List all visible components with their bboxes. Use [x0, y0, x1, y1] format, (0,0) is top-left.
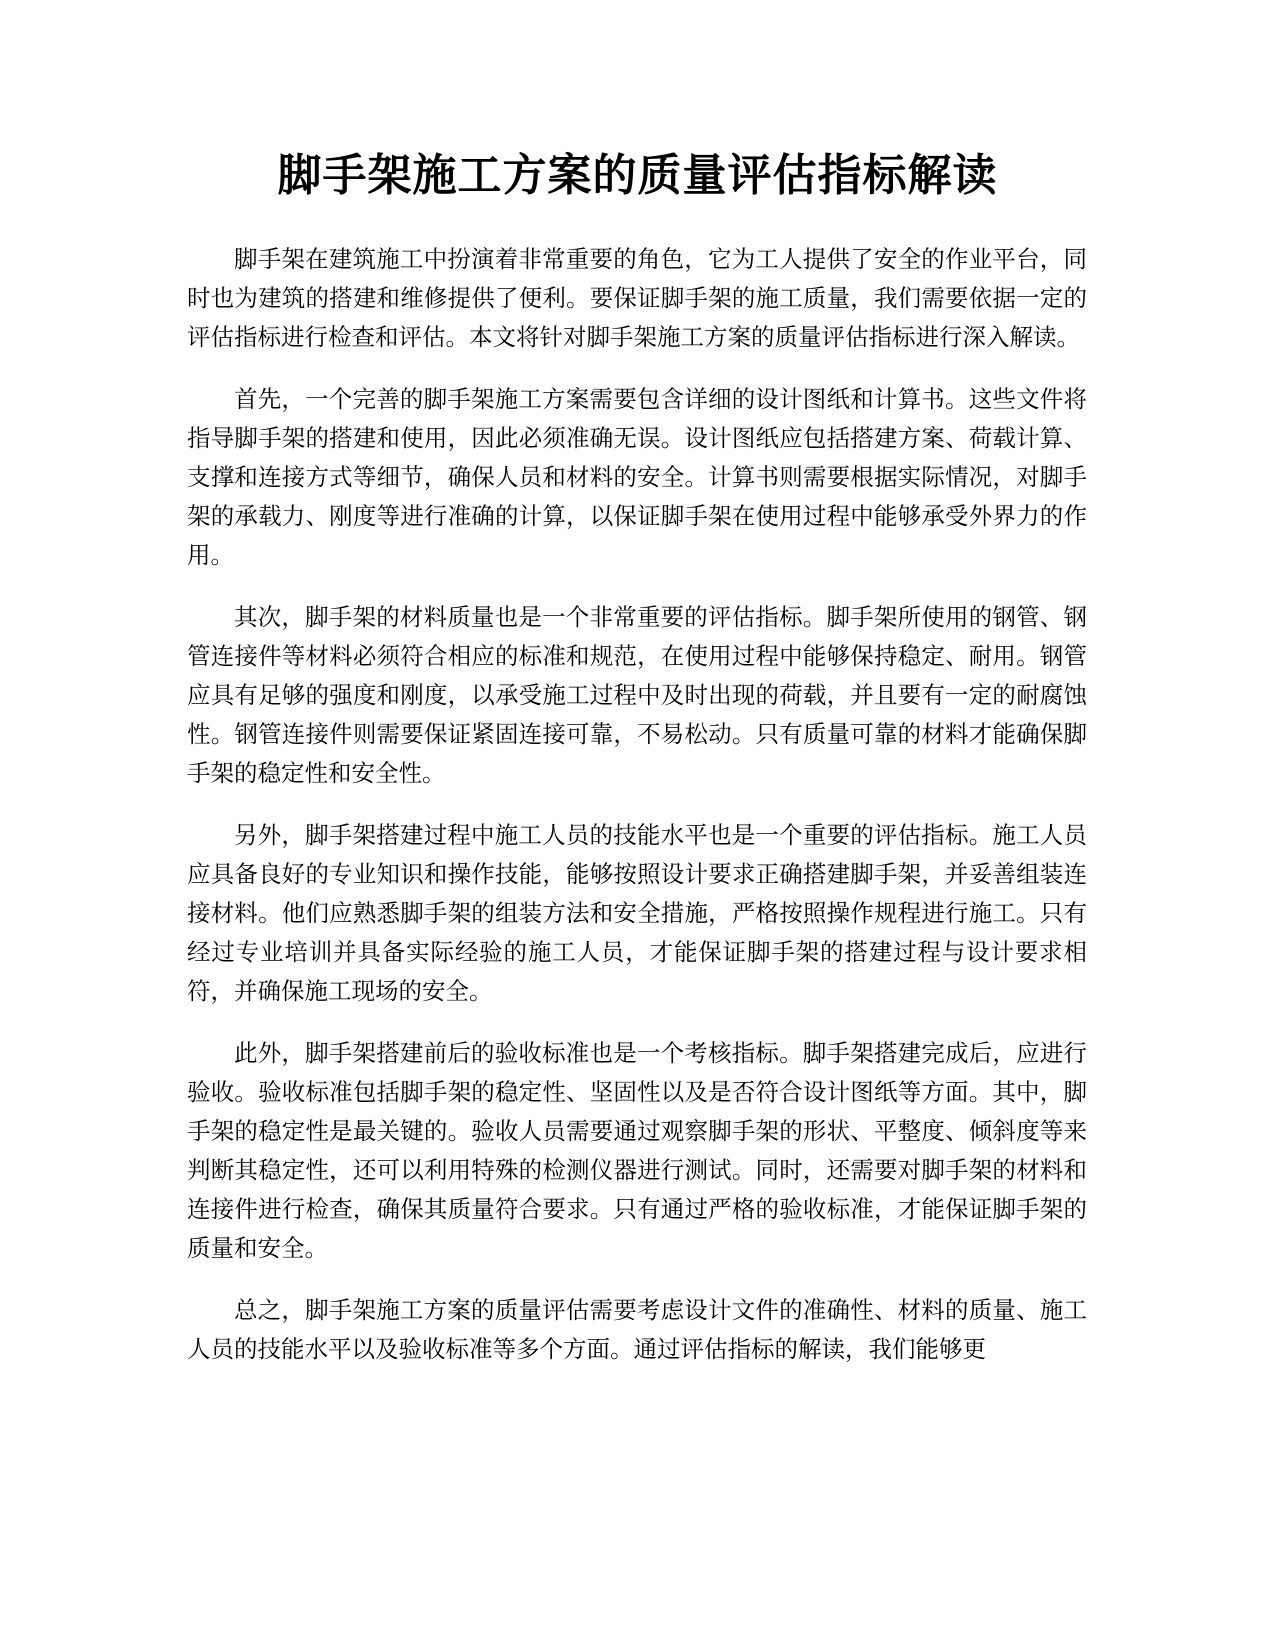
document-body: [187, 240, 1087, 1392]
paragraph-worker-skills: 另外，脚手架搭建过程中施工人员的技能水平也是一个重要的评估指标。施工人员应具备良好的专业知识和操作技能，能够按照设计要求正确搭建脚手架，并妥善组装连接材料。他们应熟悉脚手架的组装方法和安全措施，严格按照操作规程进行施工。只有经过专业培训并具备实际经验的施工人员，才能保证脚手架的搭建过程与设计要求相符，并确保施工现场的安全。: [187, 821, 1087, 1005]
paragraph-acceptance-standards: 此外，脚手架搭建前后的验收标准也是一个考核指标。脚手架搭建完成后，应进行验收。验收标准包括脚手架的稳定性、坚固性以及是否符合设计图纸等方面。其中，脚手架的稳定性是最关键的。验收人员需要通过观察脚手架的形状、平整度、倾斜度等来判断其稳定性，还可以利用特殊的检测仪器进行测试。同时，还需要对脚手架的材料和连接件进行检查，确保其质量符合要求。只有通过严格的验收标准，才能保证脚手架的质量和安全。: [187, 1039, 1087, 1262]
paragraph-conclusion: 总之，脚手架施工方案的质量评估需要考虑设计文件的准确性、材料的质量、施工人员的技能水平以及验收标准等多个方面。通过评估指标的解读，我们能够更: [187, 1296, 1087, 1363]
paragraph-material-quality: 其次，脚手架的材料质量也是一个非常重要的评估指标。脚手架所使用的钢管、钢管连接件等材料必须符合相应的标准和规范，在使用过程中能够保持稳定、耐用。钢管应具有足够的强度和刚度，以承受施工过程中及时出现的荷载，并且要有一定的耐腐蚀性。钢管连接件则需要保证紧固连接可靠，不易松动。只有质量可靠的材料才能确保脚手架的稳定性和安全性。: [187, 603, 1087, 787]
document-title: 脚手架施工方案的质量评估指标解读: [277, 150, 998, 201]
paragraph-design-documents: 首先，一个完善的脚手架施工方案需要包含详细的设计图纸和计算书。这些文件将指导脚手架的搭建和使用，因此必须准确无误。设计图纸应包括搭建方案、荷载计算、支撑和连接方式等细节，确保人员和材料的安全。计算书则需要根据实际情况，对脚手架的承载力、刚度等进行准确的计算，以保证脚手架在使用过程中能够承受外界力的作用。: [187, 385, 1087, 569]
paragraph-intro: 脚手架在建筑施工中扮演着非常重要的角色，它为工人提供了安全的作业平台，同时也为建筑的搭建和维修提供了便利。要保证脚手架的施工质量，我们需要依据一定的评估指标进行检查和评估。本文将针对脚手架施工方案的质量评估指标进行深入解读。: [187, 245, 1087, 351]
